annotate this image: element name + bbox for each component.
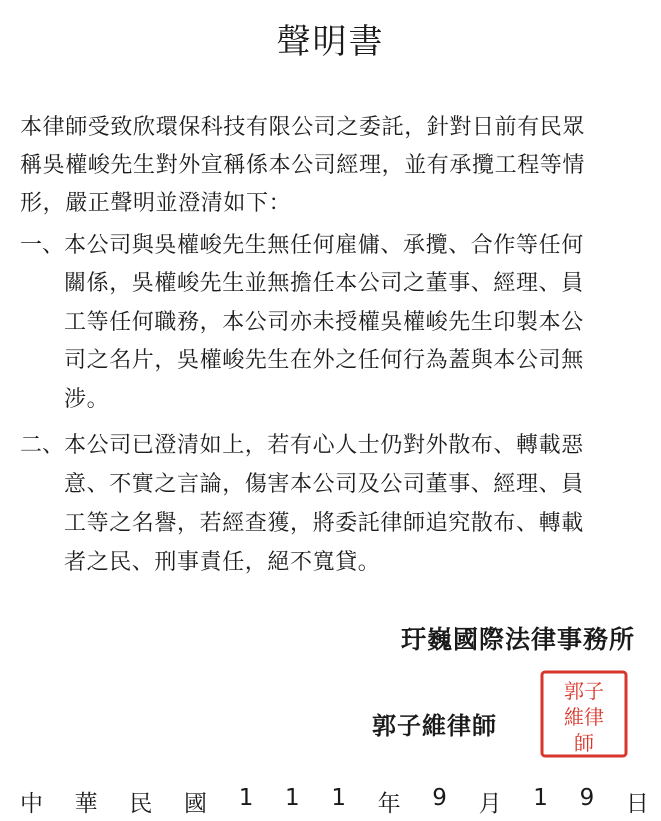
item-1-line-5: 涉。 bbox=[64, 387, 110, 412]
page-title: 聲明書 bbox=[276, 22, 385, 62]
date-char: 國 bbox=[184, 791, 208, 817]
date-char: 1 bbox=[285, 785, 300, 811]
date-char: 年 bbox=[377, 791, 401, 817]
seal-text-3: 師 bbox=[574, 731, 594, 755]
date-char: 華 bbox=[74, 791, 98, 817]
date-char: 1 bbox=[533, 785, 548, 811]
intro-line-3: 形，嚴正聲明並澄清如下： bbox=[20, 191, 292, 216]
date-char: 中 bbox=[20, 791, 43, 817]
item-1-line-3: 工等任何職務，本公司亦未授權吳權峻先生印製本公 bbox=[64, 310, 584, 335]
date-char: 1 bbox=[331, 785, 346, 811]
item-1-marker: 一、 bbox=[20, 233, 65, 258]
item-1-line-2: 關係，吳權峻先生並無擔任本公司之董事、經理、員 bbox=[64, 271, 584, 296]
item-2-line-3: 工等之名譽，若經查獲，將委託律師追究散布、轉載 bbox=[64, 511, 584, 536]
intro-line-1: 本律師受致欣環保科技有限公司之委託，針對日前有民眾 bbox=[20, 115, 586, 140]
date-char: 民 bbox=[129, 791, 153, 817]
item-1-line-4: 司之名片，吳權峻先生在外之任何行為蓋與本公司無 bbox=[64, 348, 584, 373]
item-1-line-1: 本公司與吳權峻先生無任何雇傭、承攬、合作等任何 bbox=[64, 233, 584, 258]
law-firm-name: 玗巍國際法律事務所 bbox=[400, 625, 635, 654]
item-2-line-4: 者之民、刑事責任，絕不寬貸。 bbox=[64, 550, 381, 575]
item-2-line-2: 意、不實之言論，傷害本公司及公司董事、經理、員 bbox=[64, 472, 584, 497]
lawyer-name: 郭子維律師 bbox=[372, 712, 497, 740]
seal-text-1: 郭子 bbox=[564, 679, 604, 703]
date-line bbox=[20, 785, 649, 818]
seal-stamp bbox=[538, 668, 630, 760]
intro-line-2: 稱吳權峻先生對外宣稱係本公司經理，並有承攬工程等情 bbox=[20, 153, 586, 178]
item-2-line-1: 本公司已澄清如上，若有心人士仍對外散布、轉載惡 bbox=[64, 433, 584, 458]
item-2-marker: 二、 bbox=[20, 433, 65, 458]
date-char: 9 bbox=[432, 785, 447, 811]
seal-text-2: 維律 bbox=[564, 705, 604, 729]
date-char: 1 bbox=[238, 785, 254, 811]
date-char: 日 bbox=[625, 791, 649, 817]
date-char: 9 bbox=[579, 785, 595, 811]
date-char: 月 bbox=[478, 791, 502, 817]
